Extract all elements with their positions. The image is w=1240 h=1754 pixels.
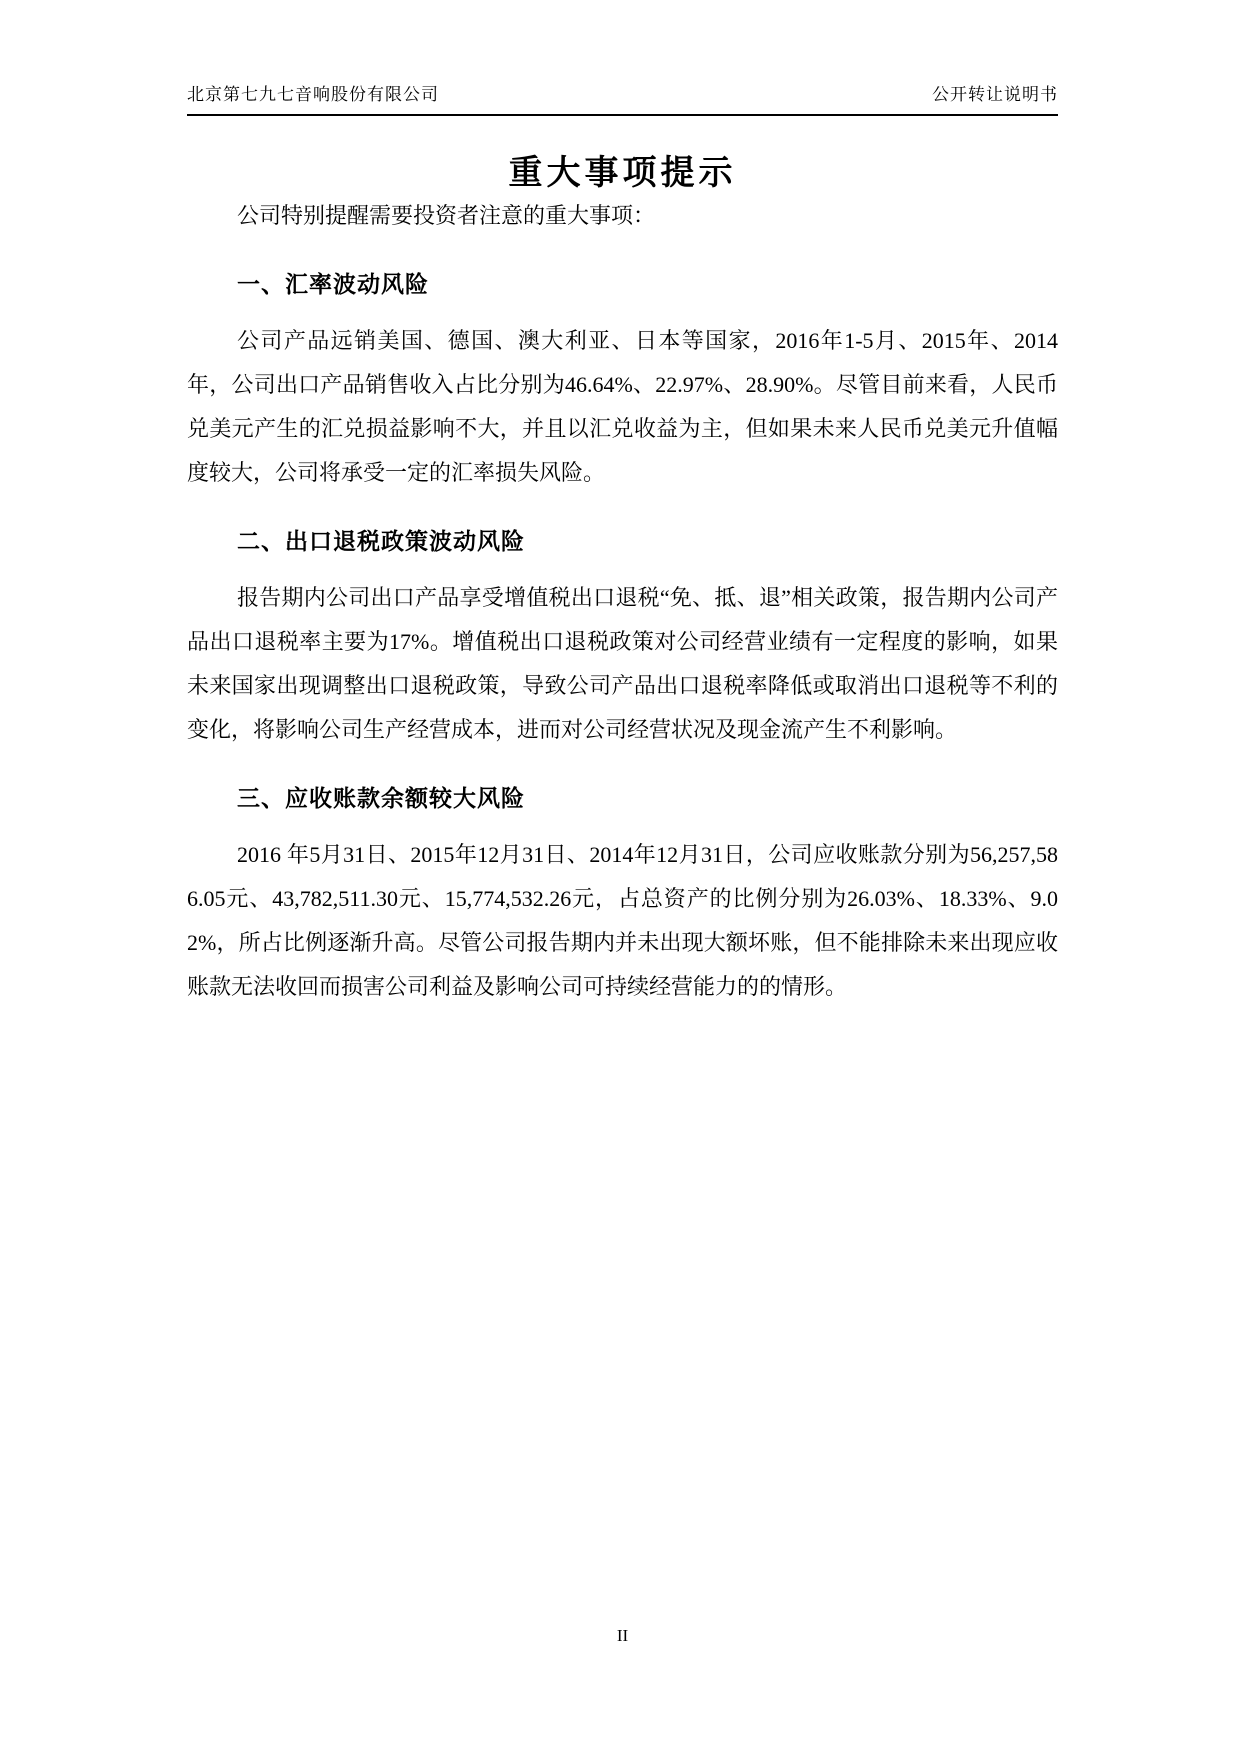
section-heading-3: 三、应收账款余额较大风险	[237, 786, 525, 811]
section-body-3: 2016 年5月31日、2015年12月31日、2014年12月31日，公司应收账款分别为56,257,586.05元、43,782,511.30元、15,774,532.26元，占总资产的比例分别为26.03%、18.33%、9.02%，所占比例逐渐升高。尽管公司报告期内并未出现大额坏账，但不能排除未来出现应收账款无法收回而损害公司利益及影响公司可持续经营能力的的情形。	[187, 842, 1058, 999]
section-export-tax-rebate-risk	[187, 523, 1058, 752]
section-accounts-receivable-risk	[187, 780, 1058, 1009]
page-number: II	[616, 1626, 629, 1645]
section-heading-1: 一、汇率波动风险	[237, 272, 429, 297]
page-header	[187, 80, 1058, 116]
header-doc-type: 公开转让说明书	[932, 85, 1058, 104]
section-body-2: 报告期内公司出口产品享受增值税出口退税“免、抵、退”相关政策，报告期内公司产品出口退税率主要为17%。增值税出口退税政策对公司经营业绩有一定程度的影响，如果未来国家出现调整出口退税政策，导致公司产品出口退税率降低或取消出口退税等不利的变化，将影响公司生产经营成本，进而对公司经营状况及现金流产生不利影响。	[187, 585, 1058, 742]
section-body-1: 公司产品远销美国、德国、澳大利亚、日本等国家，2016年1-5月、2015年、2014年，公司出口产品销售收入占比分别为46.64%、22.97%、28.90%。尽管目前来看，人民币兑美元产生的汇兑损益影响不大，并且以汇兑收益为主，但如果未来人民币兑美元升值幅度较大，公司将承受一定的汇率损失风险。	[187, 328, 1058, 485]
section-exchange-rate-risk	[187, 266, 1058, 495]
header-company-name: 北京第七九七音响股份有限公司	[187, 85, 439, 104]
intro-paragraph: 公司特别提醒需要投资者注意的重大事项：	[237, 203, 656, 228]
page-content	[187, 113, 1058, 1009]
page-title: 重大事项提示	[508, 155, 737, 192]
section-heading-2: 二、出口退税政策波动风险	[237, 529, 525, 554]
